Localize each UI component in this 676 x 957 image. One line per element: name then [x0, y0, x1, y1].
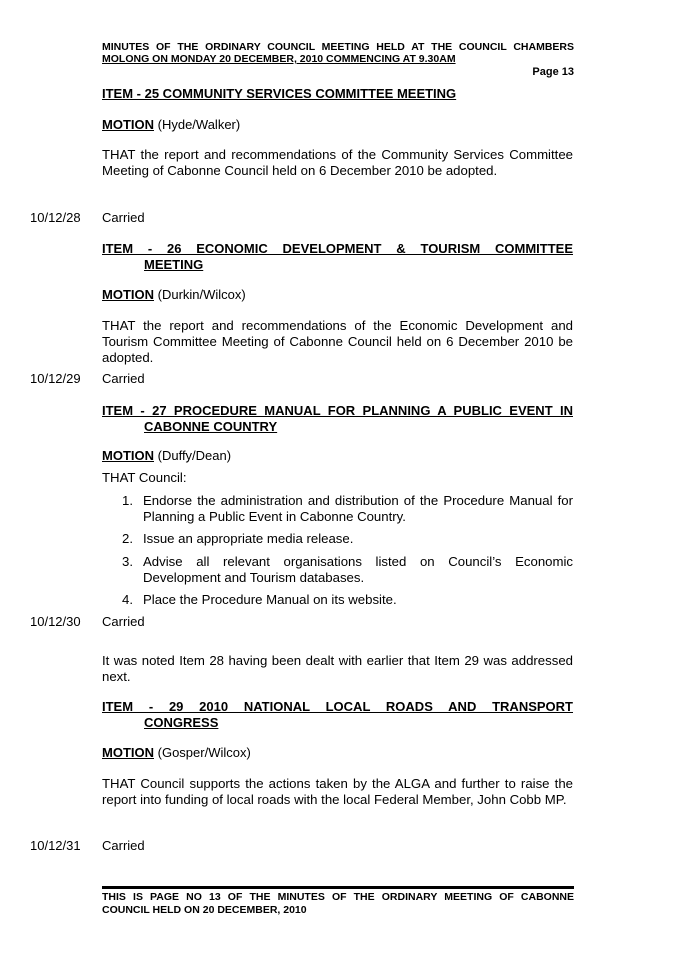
- footer-line-1: THIS IS PAGE NO 13 OF THE MINUTES OF THE ORDINARY MEETING OF CABONNE: [102, 891, 574, 903]
- list-item-text: Issue an appropriate media release.: [143, 531, 354, 546]
- item-29-resolution: THAT Council supports the actions taken by the ALGA and further to raise the report into funding of local roads with the local Federal Member, John Cobb MP.: [102, 776, 573, 807]
- item-27-heading-line-2: CABONNE COUNTRY: [144, 419, 278, 434]
- item-26-heading-line-2: MEETING: [144, 257, 204, 272]
- item-25-resolution: THAT the report and recommendations of the Community Services Committee Meeting of Cabonne Council held on 6 December 2010 be adopted.: [102, 147, 573, 178]
- item-27-result: Carried: [102, 614, 145, 629]
- item-29-motion: [102, 745, 251, 761]
- item-26-motion: [102, 287, 246, 303]
- header-line-2: [102, 53, 574, 65]
- list-item-text: Advise all relevant organisations listed on Council’s Economic Development and Tourism databases.: [143, 554, 573, 585]
- item-26-minute-number: 10/12/29: [30, 371, 81, 386]
- footer: [102, 891, 574, 917]
- header-line-1: MINUTES OF THE ORDINARY COUNCIL MEETING HELD AT THE COUNCIL CHAMBERS: [102, 41, 574, 53]
- list-item: [102, 554, 573, 586]
- item-25-movers: (Hyde/Walker): [157, 117, 241, 132]
- list-item-number: 2.: [122, 531, 133, 546]
- list-item-number: 1.: [122, 493, 133, 508]
- motion-label: MOTION: [102, 287, 154, 302]
- item-27-movers: (Duffy/Dean): [157, 448, 232, 463]
- page-number: Page 13: [532, 66, 574, 78]
- item-25-heading: [102, 86, 573, 102]
- item-27-minute-number: 10/12/30: [30, 614, 81, 629]
- item-25-motion: [102, 117, 240, 133]
- item-26-heading-line-1: ITEM - 26 ECONOMIC DEVELOPMENT & TOURISM COMMITTEE: [102, 241, 573, 256]
- item-29-minute-number: 10/12/31: [30, 838, 81, 853]
- motion-label: MOTION: [102, 745, 154, 760]
- list-item: [102, 531, 573, 547]
- item-26-result: Carried: [102, 371, 145, 386]
- item-29-movers: (Gosper/Wilcox): [157, 745, 251, 760]
- motion-label: MOTION: [102, 117, 154, 132]
- item-29-result: Carried: [102, 838, 145, 853]
- item-26-resolution: THAT the report and recommendations of the Economic Development and Tourism Committee Meeting of Cabonne Council held on 6 December 2010 be adopted.: [102, 318, 573, 365]
- list-item-number: 3.: [122, 554, 133, 569]
- item-29-heading: [102, 699, 573, 731]
- list-item-number: 4.: [122, 592, 133, 607]
- item-28-note: It was noted Item 28 having been dealt with earlier that Item 29 was addressed next.: [102, 653, 573, 684]
- item-27-heading-line-1: ITEM - 27 PROCEDURE MANUAL FOR PLANNING A PUBLIC EVENT IN: [102, 403, 573, 418]
- list-item: [102, 592, 573, 608]
- motion-label: MOTION: [102, 448, 154, 463]
- item-25-result: Carried: [102, 210, 145, 225]
- item-26-heading: [102, 241, 573, 273]
- footer-line-2: COUNCIL HELD ON 20 DECEMBER, 2010: [102, 904, 307, 916]
- list-item-text: Place the Procedure Manual on its website.: [143, 592, 397, 607]
- item-25-heading-text: ITEM - 25 COMMUNITY SERVICES COMMITTEE MEETING: [102, 86, 457, 101]
- item-27-intro: THAT Council:: [102, 470, 187, 485]
- item-27-heading: [102, 403, 573, 435]
- item-27-motion: [102, 448, 231, 464]
- footer-rule: [102, 886, 574, 889]
- item-29-heading-line-1: ITEM - 29 2010 NATIONAL LOCAL ROADS AND TRANSPORT: [102, 699, 573, 714]
- list-item: [102, 493, 573, 525]
- item-26-movers: (Durkin/Wilcox): [157, 287, 246, 302]
- header-line-2-text: MOLONG ON MONDAY 20 DECEMBER, 2010 COMMENCING AT 9.30AM: [102, 53, 456, 65]
- list-item-text: Endorse the administration and distribution of the Procedure Manual for Planning a Public Event in Cabonne Country.: [143, 493, 573, 524]
- item-29-heading-line-2: CONGRESS: [144, 715, 219, 730]
- item-25-minute-number: 10/12/28: [30, 210, 81, 225]
